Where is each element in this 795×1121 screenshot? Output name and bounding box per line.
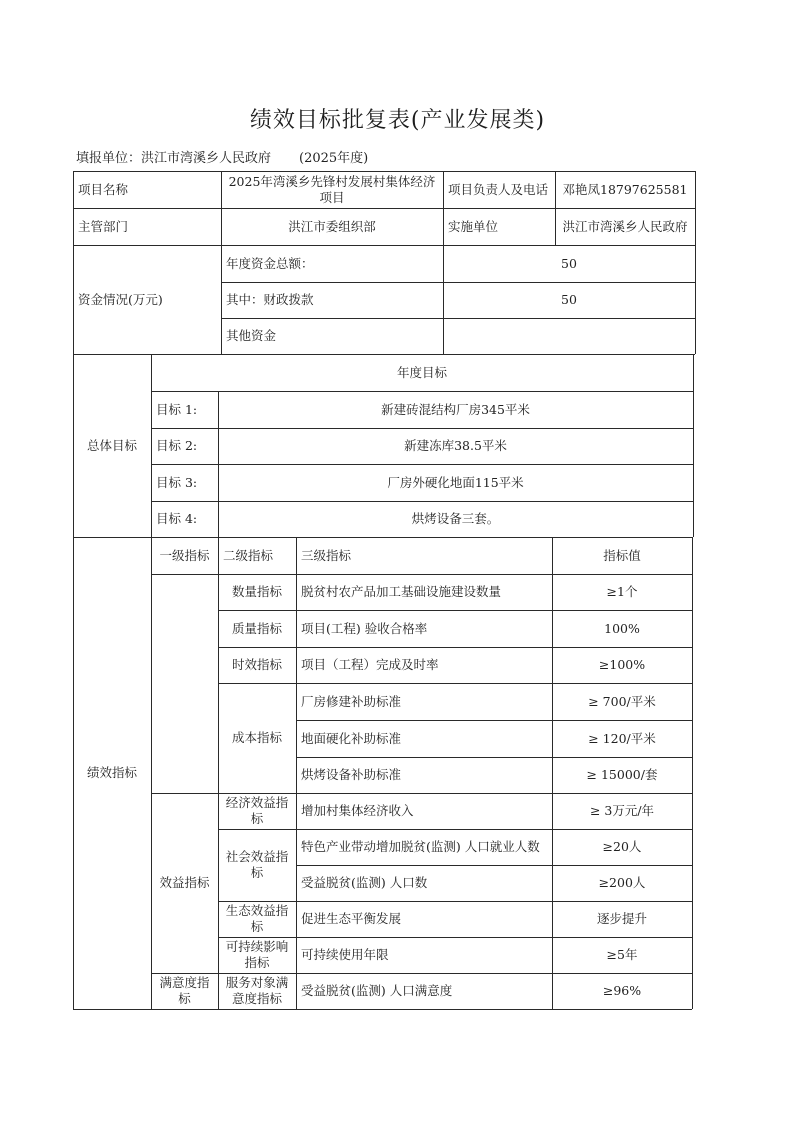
level2-ecological: 生态效益指标 [225,903,289,934]
level2-cost: 成本指标 [231,730,282,745]
indicator-value: ≥ 700/平米 [588,693,656,709]
indicator-cell: 促进生态平衡发展 [301,911,402,926]
filing-info [76,147,368,166]
grid-line-vertical [692,537,693,1009]
grid-line-horizontal [151,793,692,794]
grid-line-vertical [695,171,696,354]
grid-line-horizontal [218,901,692,902]
grid-line-horizontal [151,464,693,465]
grid-line-horizontal [73,208,695,209]
indicator-cell: 可持续使用年限 [301,947,389,962]
implementer-label: 实施单位 [448,218,499,234]
level2-sustainability: 可持续影响指标 [225,939,289,970]
indicator-cell: 地面硬化补助标准 [301,730,402,746]
implementer: 洪江市湾溪乡人民政府 [562,218,688,234]
level2-quantity: 数量指标 [231,584,282,599]
grid-line-horizontal [151,973,692,974]
indicator-value: ≥100% [598,657,646,672]
header-level2: 二级指标 [223,547,274,563]
grid-line-horizontal [151,574,692,575]
indicator-value: ≥200人 [598,875,646,890]
level2-service-satisfaction: 服务对象满意度指标 [225,975,289,1006]
grid-line-horizontal [218,937,692,938]
goal-value: 厂房外硬化地面115平米 [387,474,524,490]
funds-other-value [443,318,695,354]
project-name-label: 项目名称 [78,181,129,197]
grid-line-vertical [443,171,444,354]
grid-line-horizontal [151,428,693,429]
grid-line-vertical [151,354,152,1009]
indicator-value: ≥1个 [606,584,638,599]
goal-label: 目标 4: [156,511,198,526]
grid-line-horizontal [73,171,695,172]
header-level1: 一级指标 [159,547,210,563]
grid-line-vertical [555,171,556,245]
header-value: 指标值 [603,547,641,563]
header-level3: 三级指标 [301,547,352,563]
indicator-cell: 受益脱贫(监测) 人口满意度 [301,983,453,998]
grid-line-horizontal [218,683,692,684]
goal-value: 新建砖混结构厂房345平米 [381,401,530,417]
goal-label: 目标 2: [156,438,198,453]
level1-satisfaction: 满意度指标 [159,975,210,1006]
grid-line-vertical [73,171,74,1009]
funds-total-value: 50 [561,255,577,271]
level2-quality: 质量指标 [231,620,282,636]
indicator-cell: 项目（工程）完成及时率 [301,657,439,672]
grid-line-horizontal [296,757,692,758]
grid-line-horizontal [296,865,692,866]
grid-line-horizontal [218,647,692,648]
grid-line-horizontal [218,610,692,611]
indicator-cell: 厂房修建补助标准 [301,693,402,709]
goal-label: 目标 3: [156,474,198,490]
goal-value: 烘烤设备三套。 [411,511,500,526]
indicator-cell: 增加村集体经济收入 [301,803,414,818]
level2-economic: 经济效益指标 [225,795,289,826]
goal-label: 目标 1: [156,401,198,417]
department: 洪江市委组织部 [288,218,376,234]
grid-line-horizontal [218,829,692,830]
report-year: (2025年度) [299,151,369,166]
performance-label: 绩效指标 [86,765,137,780]
grid-line-horizontal [221,282,695,283]
filing-unit-label: 填报单位： [76,151,142,166]
indicator-value: ≥96% [602,983,642,998]
indicator-cell: 烘烤设备补助标准 [301,767,402,782]
level2-timeliness: 时效指标 [231,657,282,672]
goal-value: 新建冻库38.5平米 [404,438,507,453]
indicator-value: ≥ 15000/套 [586,767,658,782]
funds-label: 资金情况(万元) [78,291,163,307]
level1-benefit: 效益指标 [159,875,210,890]
funds-other-label: 其他资金 [226,328,277,343]
grid-line-horizontal [73,537,693,538]
level2-social: 社会效益指标 [225,849,289,880]
funds-total-label: 年度资金总额： [226,255,314,271]
grid-line-vertical [221,171,222,354]
indicator-cell: 特色产业带动增加脱贫(监测) 人口就业人数 [301,839,540,854]
filing-unit: 洪江市湾溪乡人民政府 [141,151,272,166]
indicator-cell: 受益脱贫(监测) 人口数 [301,875,428,890]
grid-line-vertical [693,354,694,537]
funds-fiscal-label: 其中：财政拨款 [226,292,314,307]
grid-line-horizontal [73,1009,692,1010]
grid-line-horizontal [151,391,693,392]
indicator-cell: 项目(工程) 验收合格率 [301,620,428,636]
responsible-contact: 邓艳凤18797625581 [562,181,688,197]
indicator-value: ≥20人 [602,839,642,854]
department-label: 主管部门 [78,218,129,234]
grid-line-horizontal [73,245,695,246]
indicator-value: ≥ 3万元/年 [589,803,655,818]
project-name: 2025年湾溪乡先锋村发展村集体经济项目 [228,173,436,205]
grid-line-vertical [552,537,553,1009]
grid-line-horizontal [73,354,695,355]
funds-fiscal-value: 50 [561,292,577,307]
annual-goals-header: 年度目标 [396,364,447,380]
grid-line-horizontal [151,501,693,502]
grid-line-vertical [296,537,297,1009]
grid-line-vertical [218,391,219,1009]
indicator-value: 逐步提升 [596,911,647,926]
responsible-label: 项目负责人及电话 [448,181,549,197]
indicator-value: ≥ 120/平米 [588,730,656,746]
indicator-cell: 脱贫村农产品加工基础设施建设数量 [301,584,502,599]
overall-goals-label: 总体目标 [86,437,137,453]
grid-line-horizontal [221,318,695,319]
grid-line-horizontal [296,720,692,721]
document-title: 绩效目标批复表(产业发展类) [249,108,546,133]
indicator-value: 100% [604,620,640,636]
indicator-value: ≥5年 [606,947,638,962]
level1-output [151,574,218,793]
